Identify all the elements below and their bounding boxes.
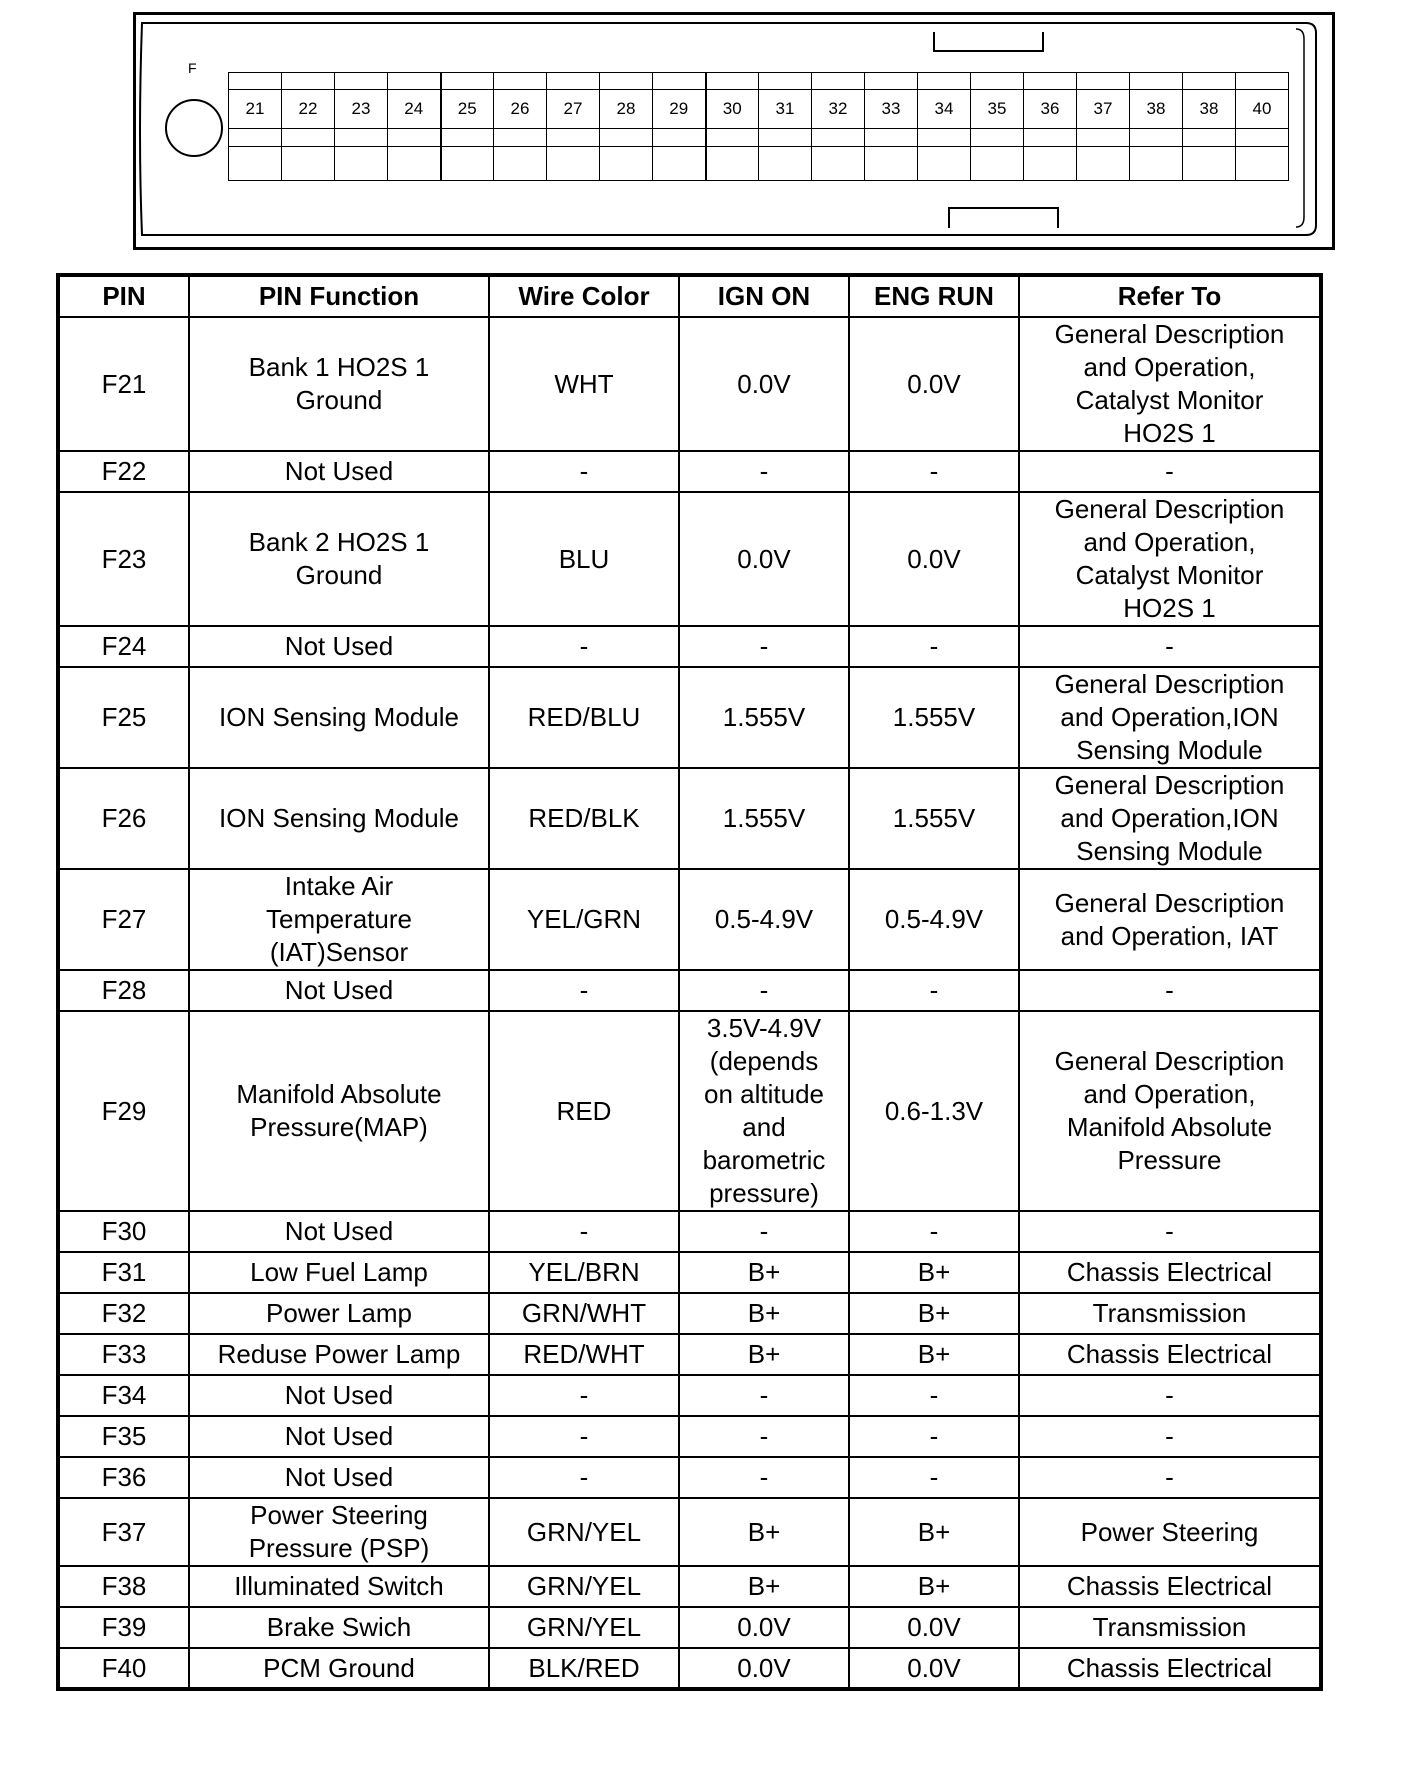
eng-run-cell: B+ [849,1334,1019,1375]
connector-lock-ring [165,99,223,157]
connector-pin-cell [547,147,600,181]
table-row [58,1375,1321,1416]
table-row [58,1457,1321,1498]
connector-pin-cell [229,129,282,147]
eng-run-cell: B+ [849,1498,1019,1566]
connector-pin-cell [441,73,494,90]
connector-pin-cell [865,73,918,90]
wire-color-cell: - [489,1211,679,1252]
connector-pin-cell [547,73,600,90]
refer-to-cell: - [1019,970,1321,1011]
connector-pin-cell [1130,129,1183,147]
eng-run-cell: - [849,1457,1019,1498]
pin-cell: F40 [58,1648,189,1689]
connector-pin-cell [706,129,759,147]
eng-run-cell: B+ [849,1566,1019,1607]
function-cell: Not Used [189,451,489,492]
eng-run-cell: B+ [849,1252,1019,1293]
ign-on-cell: - [679,451,849,492]
pin-cell: F38 [58,1566,189,1607]
wire-color-cell: - [489,626,679,667]
pin-cell: F34 [58,1375,189,1416]
ign-on-cell: 3.5V-4.9V (depends on altitude and barometric pressure) [679,1011,849,1211]
table-row [58,1566,1321,1607]
connector-pin-cell [918,147,971,181]
pin-cell: F35 [58,1416,189,1457]
connector-pin-cell [971,147,1024,181]
ign-on-cell: 0.0V [679,1648,849,1689]
eng-run-cell: - [849,451,1019,492]
table-row [58,768,1321,869]
table-row [58,667,1321,768]
wire-color-cell: BLU [489,492,679,626]
connector-pin-number: 36 [1024,90,1077,129]
connector-pin-cell [653,73,706,90]
ign-on-cell: - [679,1457,849,1498]
header-pin: PIN [58,275,189,317]
pin-cell: F27 [58,869,189,970]
function-cell: Brake Swich [189,1607,489,1648]
eng-run-cell: 1.555V [849,667,1019,768]
eng-run-cell: 0.0V [849,317,1019,451]
pin-grid-row-bottom [229,147,1289,181]
connector-pin-cell [335,147,388,181]
function-cell: Low Fuel Lamp [189,1252,489,1293]
connector-pin-cell [600,147,653,181]
pin-cell: F28 [58,970,189,1011]
refer-to-cell: - [1019,1375,1321,1416]
connector-pin-number: 34 [918,90,971,129]
connector-pin-cell [1236,147,1289,181]
wire-color-cell: GRN/YEL [489,1607,679,1648]
connector-pin-number: 40 [1236,90,1289,129]
ign-on-cell: 0.5-4.9V [679,869,849,970]
pin-grid-row-top [229,73,1289,90]
connector-pin-number: 24 [388,90,441,129]
connector-pin-cell [494,73,547,90]
function-cell: Not Used [189,970,489,1011]
table-row [58,1334,1321,1375]
ign-on-cell: 0.0V [679,492,849,626]
refer-to-cell: Transmission [1019,1607,1321,1648]
refer-to-cell: Chassis Electrical [1019,1334,1321,1375]
connector-pin-cell [759,129,812,147]
connector-pin-number: 37 [1077,90,1130,129]
refer-to-cell: General Description and Operation, IAT [1019,869,1321,970]
refer-to-cell: General Description and Operation, Catalyst Monitor HO2S 1 [1019,317,1321,451]
connector-pin-number: 25 [441,90,494,129]
connector-pin-number: 33 [865,90,918,129]
ign-on-cell: - [679,1375,849,1416]
pin-cell: F23 [58,492,189,626]
connector-pin-number: 21 [229,90,282,129]
ign-on-cell: 0.0V [679,317,849,451]
connector-pin-number: 29 [653,90,706,129]
connector-pin-number: 31 [759,90,812,129]
connector-pin-cell [812,73,865,90]
function-cell: Manifold Absolute Pressure(MAP) [189,1011,489,1211]
connector-pin-cell [865,129,918,147]
header-refer-to: Refer To [1019,275,1321,317]
connector-pin-cell [1183,147,1236,181]
connector-pin-number: 30 [706,90,759,129]
refer-to-cell: - [1019,626,1321,667]
wire-color-cell: - [489,1416,679,1457]
wire-color-cell: - [489,1375,679,1416]
eng-run-cell: 0.0V [849,492,1019,626]
connector-pin-number: 32 [812,90,865,129]
table-row [58,1648,1321,1689]
connector-pin-cell [653,129,706,147]
pin-cell: F36 [58,1457,189,1498]
connector-pin-number: 26 [494,90,547,129]
connector-pin-cell [388,129,441,147]
connector-pin-cell [388,73,441,90]
pin-grid-row-mid [229,129,1289,147]
connector-pin-cell [494,147,547,181]
function-cell: Reduse Power Lamp [189,1334,489,1375]
header-wire-color: Wire Color [489,275,679,317]
eng-run-cell: - [849,1416,1019,1457]
refer-to-cell: General Description and Operation,ION Sensing Module [1019,768,1321,869]
ign-on-cell: - [679,626,849,667]
ign-on-cell: 1.555V [679,768,849,869]
connector-pin-cell [600,129,653,147]
connector-pin-cell [494,129,547,147]
connector-pin-cell [1183,129,1236,147]
connector-pin-cell [1183,73,1236,90]
eng-run-cell: - [849,626,1019,667]
pin-cell: F21 [58,317,189,451]
connector-pin-cell [1236,73,1289,90]
connector-pin-cell [1130,147,1183,181]
wire-color-cell: GRN/YEL [489,1498,679,1566]
connector-pin-number: 38 [1130,90,1183,129]
table-row [58,1293,1321,1334]
wire-color-cell: GRN/YEL [489,1566,679,1607]
connector-pin-cell [971,129,1024,147]
eng-run-cell: - [849,970,1019,1011]
connector-pin-cell [335,73,388,90]
refer-to-cell: General Description and Operation, Manifold Absolute Pressure [1019,1011,1321,1211]
function-cell: Bank 1 HO2S 1 Ground [189,317,489,451]
header-pin-function: PIN Function [189,275,489,317]
wire-color-cell: RED/WHT [489,1334,679,1375]
connector-pin-number: 23 [335,90,388,129]
connector-pin-cell [388,147,441,181]
ign-on-cell: B+ [679,1498,849,1566]
table-row [58,1498,1321,1566]
function-cell: Not Used [189,1211,489,1252]
table-row [58,317,1321,451]
connector-pin-cell [1024,73,1077,90]
refer-to-cell: Power Steering [1019,1498,1321,1566]
pin-cell: F39 [58,1607,189,1648]
ign-on-cell: B+ [679,1293,849,1334]
ign-on-cell: B+ [679,1566,849,1607]
connector-pin-cell [441,147,494,181]
connector-pin-cell [918,73,971,90]
pin-cell: F32 [58,1293,189,1334]
ign-on-cell: - [679,970,849,1011]
connector-pin-cell [1236,129,1289,147]
eng-run-cell: - [849,1375,1019,1416]
connector-pin-cell [600,73,653,90]
pin-cell: F31 [58,1252,189,1293]
function-cell: Not Used [189,1416,489,1457]
pin-grid-row-numbers [229,90,1289,129]
wire-color-cell: RED/BLU [489,667,679,768]
ign-on-cell: B+ [679,1334,849,1375]
refer-to-cell: Chassis Electrical [1019,1252,1321,1293]
table-row [58,626,1321,667]
function-cell: PCM Ground [189,1648,489,1689]
refer-to-cell: - [1019,451,1321,492]
wire-color-cell: GRN/WHT [489,1293,679,1334]
connector-pin-cell [335,129,388,147]
connector-pin-cell [229,73,282,90]
header-eng-run: ENG RUN [849,275,1019,317]
connector-pin-cell [441,129,494,147]
wire-color-cell: RED [489,1011,679,1211]
wire-color-cell: WHT [489,317,679,451]
wire-color-cell: - [489,451,679,492]
connector-pin-cell [812,147,865,181]
connector-pin-cell [759,73,812,90]
connector-label: F [188,60,197,76]
function-cell: ION Sensing Module [189,768,489,869]
connector-pin-cell [282,147,335,181]
table-row [58,970,1321,1011]
ign-on-cell: 0.0V [679,1607,849,1648]
refer-to-cell: General Description and Operation,ION Sensing Module [1019,667,1321,768]
function-cell: Bank 2 HO2S 1 Ground [189,492,489,626]
table-row [58,1252,1321,1293]
pin-cell: F26 [58,768,189,869]
table-row [58,451,1321,492]
refer-to-cell: Chassis Electrical [1019,1648,1321,1689]
wire-color-cell: - [489,1457,679,1498]
ign-on-cell: - [679,1211,849,1252]
eng-run-cell: B+ [849,1293,1019,1334]
connector-pin-cell [1024,147,1077,181]
refer-to-cell: Chassis Electrical [1019,1566,1321,1607]
connector-pin-cell [918,129,971,147]
refer-to-cell: - [1019,1211,1321,1252]
connector-pin-cell [1077,147,1130,181]
wire-color-cell: YEL/GRN [489,869,679,970]
pin-cell: F37 [58,1498,189,1566]
function-cell: Not Used [189,626,489,667]
connector-pin-cell [1077,129,1130,147]
eng-run-cell: 0.6-1.3V [849,1011,1019,1211]
pin-table [56,273,1323,1691]
connector-pin-cell [282,129,335,147]
function-cell: Power Lamp [189,1293,489,1334]
pin-cell: F33 [58,1334,189,1375]
connector-pin-cell [706,73,759,90]
eng-run-cell: 1.555V [849,768,1019,869]
function-cell: Not Used [189,1457,489,1498]
wire-color-cell: YEL/BRN [489,1252,679,1293]
refer-to-cell: - [1019,1457,1321,1498]
connector-pin-cell [865,147,918,181]
eng-run-cell: 0.0V [849,1648,1019,1689]
pin-cell: F25 [58,667,189,768]
refer-to-cell: - [1019,1416,1321,1457]
table-row [58,1211,1321,1252]
connector-pin-cell [547,129,600,147]
connector-diagram [133,12,1335,250]
connector-pin-cell [759,147,812,181]
connector-key-top [933,32,1044,52]
function-cell: Not Used [189,1375,489,1416]
ign-on-cell: - [679,1416,849,1457]
connector-pin-cell [653,147,706,181]
connector-pin-cell [282,73,335,90]
table-row [58,1011,1321,1211]
connector-pin-cell [812,129,865,147]
connector-pin-cell [1130,73,1183,90]
table-row [58,1416,1321,1457]
table-row [58,492,1321,626]
refer-to-cell: General Description and Operation, Catalyst Monitor HO2S 1 [1019,492,1321,626]
connector-key-bottom [948,207,1059,228]
connector-pin-number: 27 [547,90,600,129]
eng-run-cell: - [849,1211,1019,1252]
ign-on-cell: B+ [679,1252,849,1293]
wire-color-cell: - [489,970,679,1011]
ign-on-cell: 1.555V [679,667,849,768]
connector-pin-cell [1077,73,1130,90]
eng-run-cell: 0.0V [849,1607,1019,1648]
pin-cell: F29 [58,1011,189,1211]
pin-cell: F22 [58,451,189,492]
function-cell: Illuminated Switch [189,1566,489,1607]
connector-pin-number: 35 [971,90,1024,129]
connector-pin-cell [706,147,759,181]
pin-cell: F30 [58,1211,189,1252]
table-row [58,869,1321,970]
function-cell: Power Steering Pressure (PSP) [189,1498,489,1566]
connector-pin-number: 28 [600,90,653,129]
connector-pin-number: 38 [1183,90,1236,129]
table-header-row [58,275,1321,317]
connector-pin-cell [971,73,1024,90]
refer-to-cell: Transmission [1019,1293,1321,1334]
header-ign-on: IGN ON [679,275,849,317]
function-cell: ION Sensing Module [189,667,489,768]
table-row [58,1607,1321,1648]
connector-pin-cell [229,147,282,181]
connector-pin-cell [1024,129,1077,147]
pin-cell: F24 [58,626,189,667]
function-cell: Intake Air Temperature (IAT)Sensor [189,869,489,970]
connector-pin-grid [228,72,1289,181]
wire-color-cell: RED/BLK [489,768,679,869]
eng-run-cell: 0.5-4.9V [849,869,1019,970]
connector-pin-number: 22 [282,90,335,129]
wire-color-cell: BLK/RED [489,1648,679,1689]
